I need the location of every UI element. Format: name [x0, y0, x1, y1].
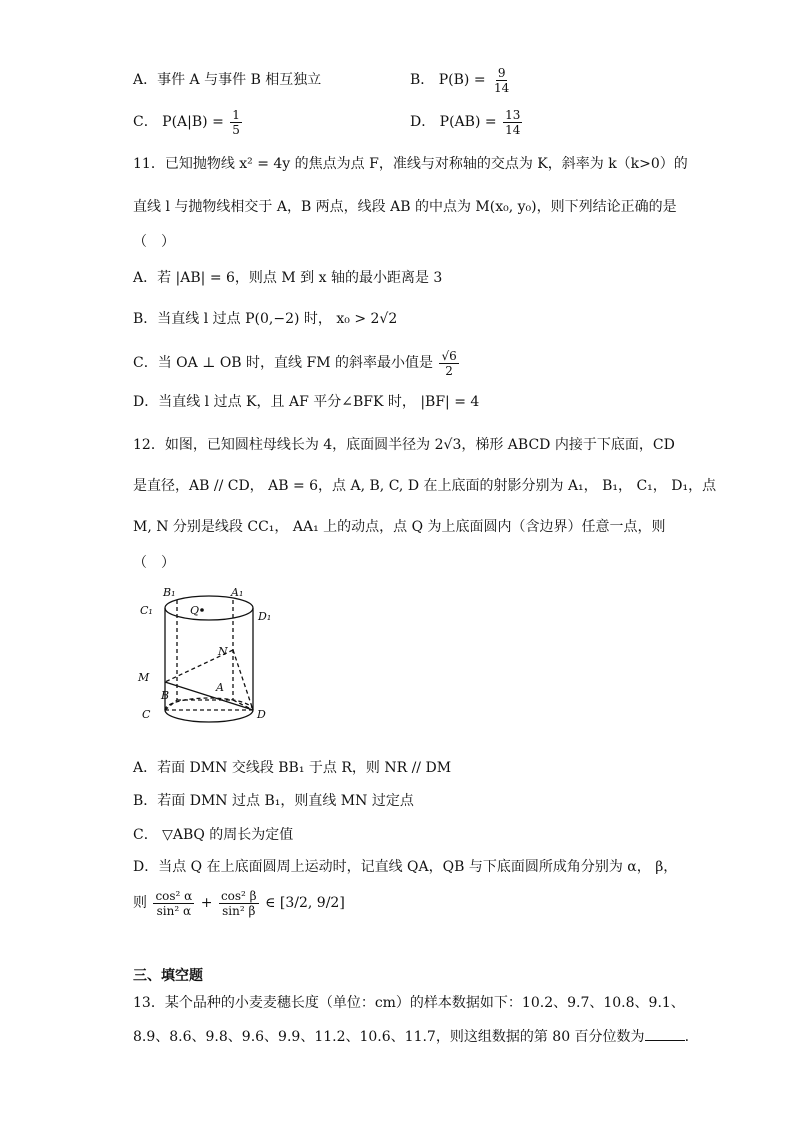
frac-den: sin² β — [222, 903, 256, 918]
q12-option-d-fraction-1 — [153, 889, 194, 918]
q11-option-c-fraction — [439, 349, 458, 378]
frac-num: 13 — [505, 107, 521, 122]
bottom-ellipse-front — [165, 710, 253, 722]
frac-num: cos² β — [220, 888, 257, 903]
q10-option-c — [133, 106, 244, 138]
frac-den: 14 — [505, 122, 521, 137]
q10-option-a: A．事件 A 与事件 B 相互独立 — [133, 72, 322, 88]
point-q-dot — [200, 608, 204, 612]
q10-option-c-prefix: C． P(A|B) = — [133, 114, 224, 130]
q12-line-1: 12．如图，已知圆柱母线长为 4，底面圆半径为 2√3，梯形 ABCD 内接于下底面，CD — [133, 437, 675, 453]
q11-line-1: 11．已知抛物线 x² = 4y 的焦点为点 F，准线与对称轴的交点为 K，斜率为 k（k>0）的 — [133, 156, 688, 172]
q11-option-c — [133, 346, 461, 380]
q13-line-2-end: . — [684, 1029, 690, 1045]
label-a: A — [216, 681, 224, 694]
q13-line-2-text: 8.9、8.6、9.8、9.6、9.9、11.2、10.6、11.7，则这组数据的第 80 百分位数为 — [133, 1029, 645, 1045]
label-n: N — [218, 645, 228, 658]
q12-option-d-fraction-2 — [219, 889, 259, 918]
frac-den: sin² α — [156, 903, 192, 918]
frac-den: 5 — [232, 122, 240, 137]
frac-num: √6 — [441, 348, 457, 363]
q12-option-d-prefix: 则 — [133, 895, 147, 911]
q11-option-c-prefix: C．当 OA ⊥ OB 时，直线 FM 的斜率最小值是 — [133, 355, 433, 371]
top-ellipse — [165, 596, 253, 620]
q12-line-3: M, N 分别是线段 CC₁， AA₁ 上的动点，点 Q 为上底面圆内（含边界）任意一点，则 — [133, 519, 666, 535]
q10-option-d — [410, 106, 524, 138]
label-a1: A₁ — [231, 586, 244, 599]
q10-option-c-fraction — [230, 108, 242, 137]
label-b: B — [161, 689, 170, 702]
frac-den: 14 — [494, 80, 510, 95]
q12-paren: （ ） — [133, 555, 175, 571]
label-m: M — [138, 671, 150, 684]
label-d: D — [257, 708, 266, 721]
q13-line-1: 13．某个品种的小麦麦穗长度（单位：cm）的样本数据如下：10.2、9.7、10.8、9.1、 — [133, 995, 685, 1011]
q12-option-d-interval: [3/2, 9/2] — [279, 895, 345, 911]
q10-option-b-prefix: B． P(B) = — [410, 72, 486, 88]
q13-line-2 — [133, 1026, 689, 1047]
q10-option-b — [410, 64, 513, 96]
q12-option-d-plus: + — [200, 895, 213, 911]
frac-num: 9 — [497, 65, 506, 80]
label-c: C — [142, 708, 151, 721]
q12-option-d-line-2 — [133, 886, 345, 920]
segment-md — [165, 682, 253, 710]
section-3-heading: 三、填空题 — [133, 968, 203, 984]
q10-option-d-fraction — [503, 108, 522, 137]
q11-option-d: D．当直线 l 过点 K，且 AF 平分∠BFK 时， |BF| = 4 — [133, 394, 480, 410]
q11-option-b: B．当直线 l 过点 P(0,−2) 时， x₀ > 2√2 — [133, 311, 398, 327]
q12-option-b: B．若面 DMN 过点 B₁，则直线 MN 过定点 — [133, 793, 414, 809]
q12-line-2: 是直径，AB // CD， AB = 6，点 A, B, C, D 在上底面的射影分别为 A₁， B₁， C₁， D₁，点 — [133, 478, 717, 494]
frac-num: cos² α — [155, 888, 193, 903]
label-b1: B₁ — [163, 586, 176, 599]
q12-option-a: A．若面 DMN 交线段 BB₁ 于点 R，则 NR // DM — [133, 760, 452, 776]
frac-num: 1 — [232, 107, 240, 122]
q11-option-a: A．若 |AB| = 6，则点 M 到 x 轴的最小距离是 3 — [133, 270, 443, 286]
cylinder-figure — [130, 582, 280, 730]
label-q: Q — [190, 604, 200, 617]
q10-option-d-prefix: D． P(AB) = — [410, 114, 497, 130]
label-c1: C₁ — [140, 604, 153, 617]
q13-answer-blank[interactable] — [645, 1026, 685, 1041]
q11-paren: （ ） — [133, 234, 175, 250]
q12-option-c: C． ▽ABQ 的周长为定值 — [133, 827, 294, 843]
q11-line-2: 直线 l 与抛物线相交于 A，B 两点，线段 AB 的中点为 M(x₀, y₀)，则下列结论正确的是 — [133, 199, 677, 215]
frac-den: 2 — [445, 363, 453, 378]
q10-option-b-fraction — [492, 66, 511, 95]
label-d1: D₁ — [258, 610, 272, 623]
q12-option-d-in: ∈ — [265, 895, 276, 911]
q12-option-d-line-1: D．当点 Q 在上底面圆周上运动时，记直线 QA，QB 与下底面圆所成角分别为 α， β， — [133, 859, 678, 875]
